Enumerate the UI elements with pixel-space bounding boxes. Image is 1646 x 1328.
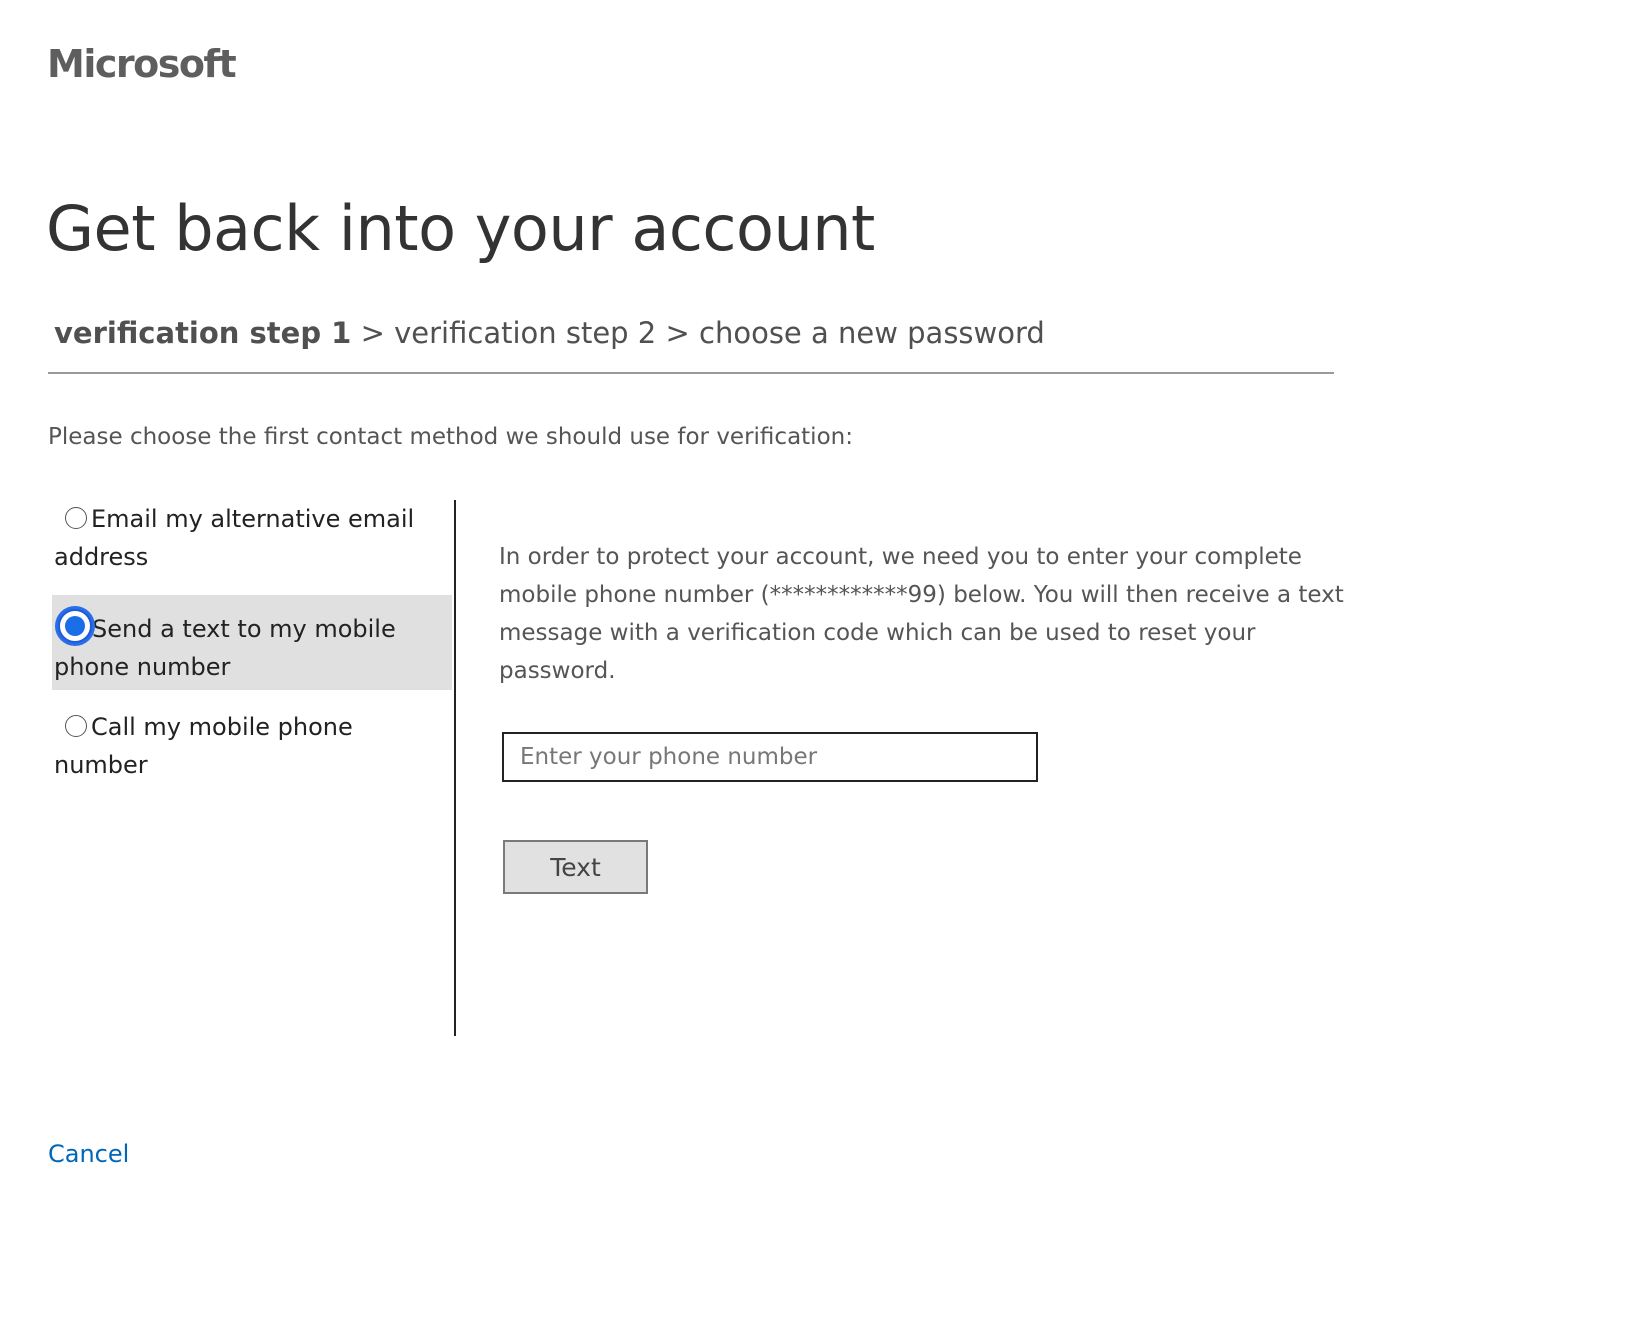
- step-divider: [48, 372, 1334, 374]
- option-email[interactable]: [52, 500, 452, 576]
- instruction-text: Please choose the first contact method we should use for verification:: [48, 424, 853, 450]
- microsoft-logo: Microsoft: [47, 42, 236, 86]
- page-title: Get back into your account: [46, 192, 875, 265]
- contact-method-list: [52, 500, 456, 1036]
- step-2: verification step 2: [394, 316, 657, 350]
- option-text[interactable]: [52, 595, 452, 690]
- step-current: verification step 1: [54, 316, 352, 350]
- text-button[interactable]: Text: [503, 840, 648, 894]
- option-label: Email my alternative email address: [54, 505, 415, 571]
- step-separator: >: [656, 316, 700, 350]
- verification-detail-text: In order to protect your account, we need you to enter your complete mobile phone number (************99) below. You will then receive a text message with a verification code which can be used to reset your password.: [499, 544, 1344, 684]
- step-separator: >: [351, 316, 395, 350]
- phone-number-input[interactable]: [502, 732, 1038, 782]
- step-3: choose a new password: [699, 316, 1045, 350]
- cancel-link[interactable]: Cancel: [48, 1140, 130, 1168]
- radio-text[interactable]: [58, 609, 92, 643]
- option-call[interactable]: [52, 708, 452, 779]
- radio-email[interactable]: [65, 507, 87, 529]
- option-label: Call my mobile phone number: [54, 713, 353, 779]
- step-breadcrumb: [54, 316, 1045, 350]
- option-label: Send a text to my mobile phone number: [54, 615, 396, 681]
- radio-call[interactable]: [65, 715, 87, 737]
